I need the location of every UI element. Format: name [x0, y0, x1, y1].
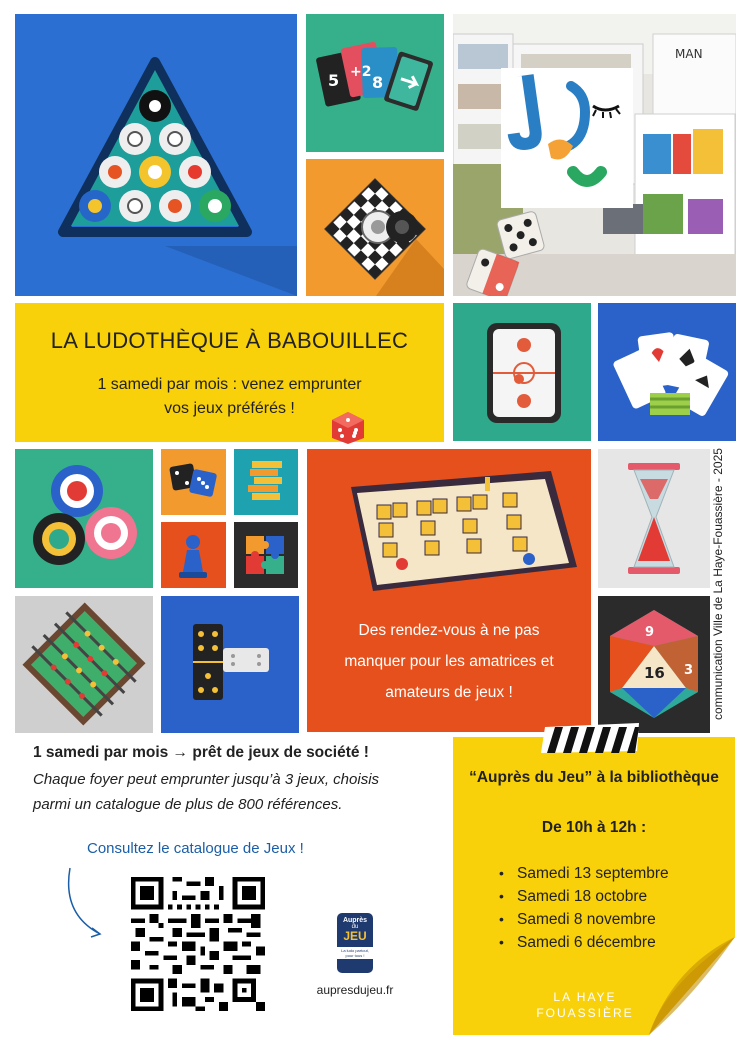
- cards-tile: [306, 14, 444, 152]
- tower-blocks-tile: [234, 449, 298, 515]
- dice-pair-icon: [161, 449, 226, 515]
- hourglass-tile: [598, 449, 710, 588]
- curved-arrow-icon: [62, 864, 112, 944]
- info-line-1: Chaque foyer peut emprunter jusqu’à 3 jeux, choisis: [33, 771, 380, 788]
- schedule-note: [453, 737, 735, 1035]
- subtitle-line-2: vos jeux préférés !: [164, 400, 295, 417]
- event-line-2: manquer pour les amatrices et: [344, 653, 554, 670]
- logo-line-3: JEU: [343, 929, 367, 943]
- domino-icon: [161, 596, 299, 733]
- dominoes-tile: [161, 596, 299, 733]
- d20-number-top: 9: [645, 625, 655, 640]
- page-title: LA LUDOTHÈQUE À BABOUILLEC: [50, 328, 409, 353]
- hourglass-icon: [598, 449, 710, 588]
- library-shelves-illustration: [453, 14, 736, 296]
- puzzle-pieces-icon: [234, 522, 298, 588]
- subtitle-line-1: 1 samedi par mois : venez emprunter: [97, 376, 362, 393]
- schedule-heading: “Auprès du Jeu” à la bibliothèque: [469, 769, 719, 786]
- schedule-date: • Samedi 6 décembre: [499, 934, 729, 952]
- red-die-icon: [330, 410, 366, 446]
- air-hockey-icon: [453, 303, 591, 441]
- checkers-tile: [306, 159, 444, 296]
- poker-chips-icon: [15, 449, 153, 588]
- checkerboard-icon: [306, 159, 444, 296]
- chess-pawn-icon: [161, 522, 226, 588]
- billiard-rack-icon: [15, 14, 297, 296]
- board-game-panel: [307, 449, 591, 732]
- info-headline: 1 samedi par mois → prêt de jeux de société !: [33, 744, 369, 761]
- town-logo: [525, 989, 645, 1021]
- qr-code[interactable]: [131, 877, 265, 1011]
- card-number-3: 8: [372, 73, 384, 92]
- credit-vertical-text: communication Ville de La Haye-Fouassière - 2025: [711, 448, 725, 720]
- logo-line-1: Auprès: [342, 917, 368, 924]
- schedule-date-list: [499, 865, 729, 957]
- d20-number-right: 3: [684, 663, 694, 678]
- schedule-hours: De 10h à 12h :: [541, 819, 647, 836]
- foosball-tile: [15, 596, 153, 733]
- schedule-date: • Samedi 13 septembre: [499, 865, 729, 883]
- d20-die-icon: [598, 596, 710, 733]
- card-number-2: +2: [350, 64, 372, 80]
- aupres-du-jeu-logo: [337, 913, 373, 973]
- shelf-sign: MAN: [675, 47, 703, 61]
- info-line-2: parmi un catalogue de plus de 800 références.: [33, 796, 343, 813]
- board-game-icon: [307, 449, 591, 609]
- logo-line-2: du: [351, 924, 359, 930]
- puzzle-tile: [234, 522, 298, 588]
- title-panel: [15, 303, 444, 442]
- dice-tile: [161, 449, 226, 515]
- pawn-tile: [161, 522, 226, 588]
- billiard-tile: [15, 14, 297, 296]
- schedule-date: • Samedi 18 octobre: [499, 888, 729, 906]
- event-line-3: amateurs de jeux !: [385, 684, 513, 701]
- playing-cards-icon: [306, 14, 444, 152]
- foosball-table-icon: [15, 596, 153, 733]
- logo-tagline-2: pour tous !: [345, 953, 365, 958]
- library-photo: [453, 14, 736, 296]
- tape-strip: [541, 723, 641, 755]
- tower-blocks-icon: [234, 449, 298, 515]
- town-logo-line-2: FOUASSIÈRE: [536, 1006, 634, 1020]
- event-line-1: Des rendez-vous à ne pas: [358, 622, 540, 639]
- poker-chips-tile: [15, 449, 153, 588]
- logo-tagline-1: La ludo partout,: [341, 948, 369, 953]
- air-hockey-tile: [453, 303, 591, 441]
- town-logo-line-1: LA HAYE: [553, 990, 617, 1004]
- d20-tile: [598, 596, 710, 733]
- schedule-date: • Samedi 8 novembre: [499, 911, 729, 929]
- website-link[interactable]: aupresdujeu.fr: [316, 983, 394, 997]
- catalogue-link[interactable]: Consultez le catalogue de Jeux !: [87, 840, 304, 857]
- card-number-1: 5: [328, 71, 340, 90]
- d20-number-center: 16: [644, 664, 665, 682]
